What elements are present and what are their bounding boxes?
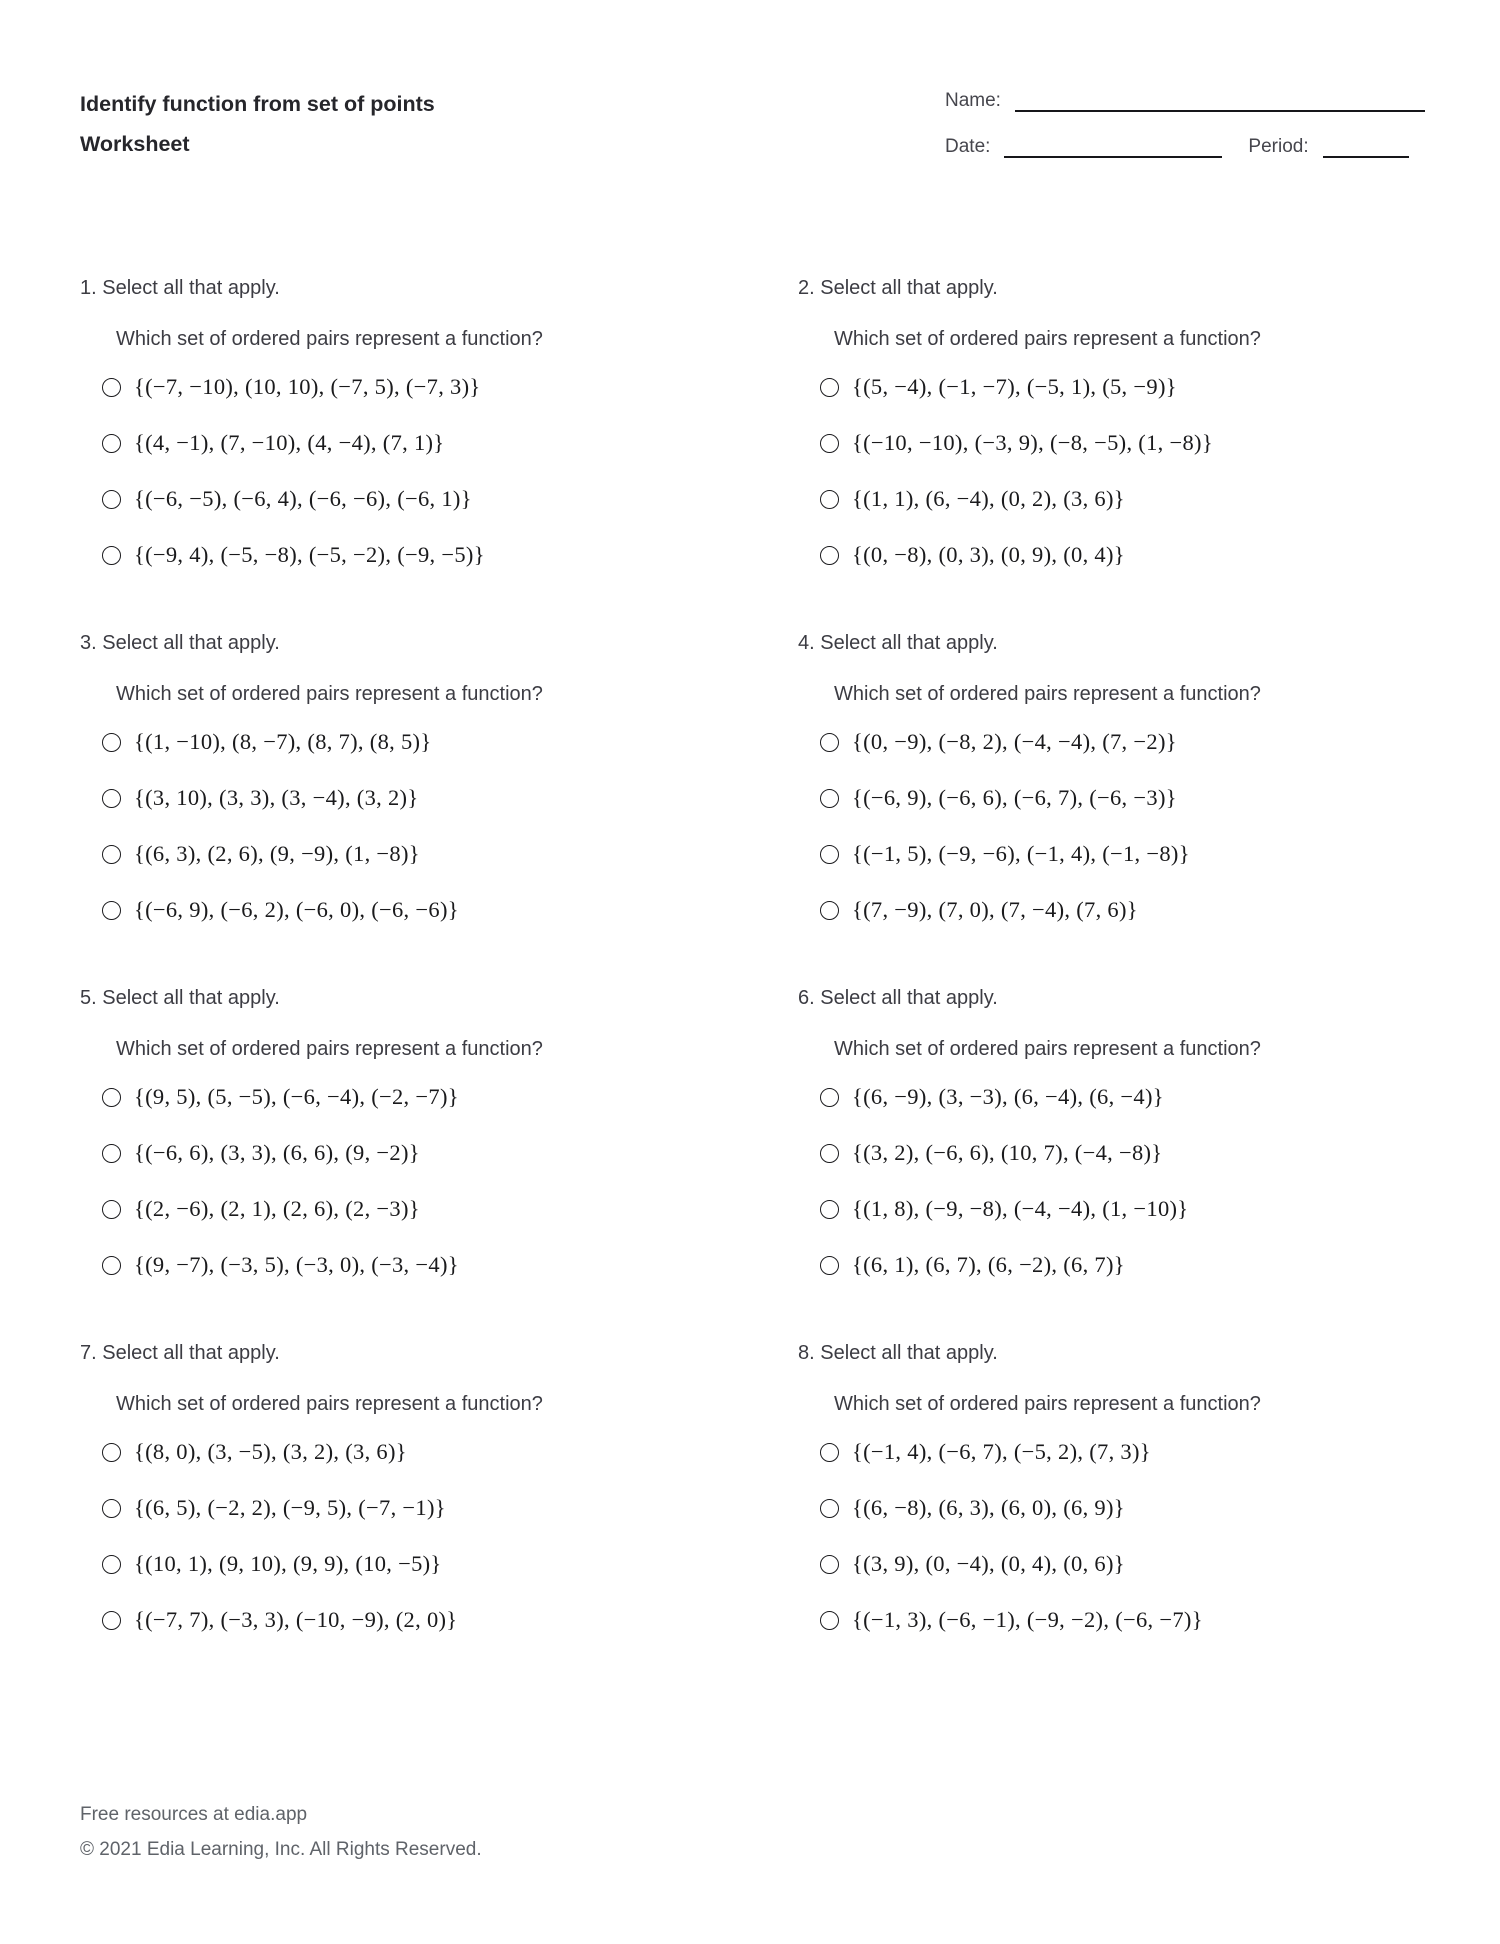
answer-option[interactable] [820,1181,1420,1237]
option-text: {(−1, 4), (−6, 7), (−5, 2), (7, 3)} [852,1439,1151,1464]
options-list [102,714,702,938]
question-number: 6. [798,987,815,1009]
question-prompt: Which set of ordered pairs represent a function? [834,1038,1261,1060]
answer-option[interactable] [820,1480,1420,1536]
answer-option[interactable] [820,882,1420,938]
date-period-field-row [945,136,1425,158]
option-text: {(3, 10), (3, 3), (3, −4), (3, 2)} [134,785,419,810]
radio-button-icon[interactable] [820,1256,839,1275]
radio-button-icon[interactable] [820,546,839,565]
option-text: {(−6, 9), (−6, 6), (−6, 7), (−6, −3)} [852,785,1177,810]
radio-button-icon[interactable] [820,789,839,808]
question-instruction: Select all that apply. [820,632,998,654]
answer-option[interactable] [102,882,702,938]
title-block [80,84,435,164]
answer-option[interactable] [820,415,1420,471]
radio-button-icon[interactable] [102,733,121,752]
option-text: {(−1, 5), (−9, −6), (−1, 4), (−1, −8)} [852,841,1190,866]
answer-option[interactable] [102,1592,702,1648]
question-block [80,632,702,951]
option-text: {(6, 3), (2, 6), (9, −9), (1, −8)} [134,841,420,866]
radio-button-icon[interactable] [102,901,121,920]
period-input-line[interactable] [1323,136,1409,158]
option-text: {(0, −8), (0, 3), (0, 9), (0, 4)} [852,542,1125,567]
question-header [798,1342,1420,1365]
radio-button-icon[interactable] [820,845,839,864]
option-text: {(10, 1), (9, 10), (9, 9), (10, −5)} [134,1551,442,1576]
page-footer [80,1797,482,1867]
question-block [80,1342,702,1661]
option-text: {(6, 5), (−2, 2), (−9, 5), (−7, −1)} [134,1495,446,1520]
footer-copyright: © 2021 Edia Learning, Inc. All Rights Reserved. [80,1839,482,1860]
answer-option[interactable] [102,1536,702,1592]
question-block [80,987,702,1306]
question-header [798,987,1420,1010]
worksheet-subtitle: Worksheet [80,132,190,156]
question-instruction: Select all that apply. [102,987,280,1009]
question-block [798,987,1420,1306]
question-number: 5. [80,987,97,1009]
radio-button-icon[interactable] [820,490,839,509]
answer-option[interactable] [820,826,1420,882]
answer-option[interactable] [820,359,1420,415]
radio-button-icon[interactable] [102,1144,121,1163]
options-list [102,359,702,583]
question-number: 4. [798,632,815,654]
name-field-row [945,90,1425,112]
options-list [820,1069,1420,1293]
option-text: {(3, 9), (0, −4), (0, 4), (0, 6)} [852,1551,1125,1576]
answer-option[interactable] [820,471,1420,527]
question-number: 2. [798,277,815,299]
question-instruction: Select all that apply. [820,1342,998,1364]
question-prompt: Which set of ordered pairs represent a function? [834,1393,1261,1415]
worksheet-header [80,84,1425,182]
radio-button-icon[interactable] [102,1555,121,1574]
option-text: {(−6, −5), (−6, 4), (−6, −6), (−6, 1)} [134,486,472,511]
answer-option[interactable] [102,1424,702,1480]
option-text: {(3, 2), (−6, 6), (10, 7), (−4, −8)} [852,1140,1163,1165]
option-text: {(8, 0), (3, −5), (3, 2), (3, 6)} [134,1439,407,1464]
name-label: Name: [945,90,1001,111]
option-text: {(9, 5), (5, −5), (−6, −4), (−2, −7)} [134,1084,459,1109]
question-header [80,632,702,655]
answer-option[interactable] [102,1069,702,1125]
question-instruction: Select all that apply. [102,1342,280,1364]
date-label: Date: [945,136,991,157]
option-text: {(1, 1), (6, −4), (0, 2), (3, 6)} [852,486,1125,511]
option-text: {(−10, −10), (−3, 9), (−8, −5), (1, −8)} [852,430,1213,455]
radio-button-icon[interactable] [820,901,839,920]
question-block [798,1342,1420,1661]
radio-button-icon[interactable] [102,490,121,509]
radio-button-icon[interactable] [820,733,839,752]
radio-button-icon[interactable] [102,845,121,864]
period-label: Period: [1248,136,1309,157]
radio-button-icon[interactable] [820,1144,839,1163]
answer-option[interactable] [102,415,702,471]
answer-option[interactable] [820,1536,1420,1592]
question-prompt: Which set of ordered pairs represent a function? [116,1393,543,1415]
question-instruction: Select all that apply. [102,632,280,654]
footer-resources: Free resources at edia.app [80,1804,308,1825]
answer-option[interactable] [820,770,1420,826]
answer-option[interactable] [820,1237,1420,1293]
option-text: {(4, −1), (7, −10), (4, −4), (7, 1)} [134,430,445,455]
radio-button-icon[interactable] [820,1200,839,1219]
question-header [80,277,702,300]
question-header [80,1342,702,1365]
question-instruction: Select all that apply. [102,277,280,299]
question-header [798,277,1420,300]
radio-button-icon[interactable] [820,434,839,453]
option-text: {(−9, 4), (−5, −8), (−5, −2), (−9, −5)} [134,542,485,567]
option-text: {(2, −6), (2, 1), (2, 6), (2, −3)} [134,1196,420,1221]
question-prompt: Which set of ordered pairs represent a function? [834,328,1261,350]
questions-grid [80,277,1420,1661]
option-text: {(−6, 9), (−6, 2), (−6, 0), (−6, −6)} [134,897,459,922]
radio-button-icon[interactable] [102,1443,121,1462]
radio-button-icon[interactable] [820,1088,839,1107]
date-input-line[interactable] [1004,136,1222,158]
radio-button-icon[interactable] [102,434,121,453]
question-prompt: Which set of ordered pairs represent a function? [116,328,543,350]
answer-option[interactable] [102,1237,702,1293]
radio-button-icon[interactable] [102,789,121,808]
answer-option[interactable] [820,714,1420,770]
answer-option[interactable] [820,1069,1420,1125]
question-block [798,632,1420,951]
answer-option[interactable] [820,1424,1420,1480]
answer-option[interactable] [820,1125,1420,1181]
answer-option[interactable] [102,1480,702,1536]
radio-button-icon[interactable] [820,1443,839,1462]
question-number: 7. [80,1342,97,1364]
option-text: {(9, −7), (−3, 5), (−3, 0), (−3, −4)} [134,1252,459,1277]
option-text: {(6, 1), (6, 7), (6, −2), (6, 7)} [852,1252,1125,1277]
question-prompt: Which set of ordered pairs represent a function? [834,683,1261,705]
option-text: {(6, −9), (3, −3), (6, −4), (6, −4)} [852,1084,1164,1109]
options-list [820,359,1420,583]
answer-option[interactable] [102,527,702,583]
radio-button-icon[interactable] [102,1611,121,1630]
question-number: 3. [80,632,97,654]
question-block [798,277,1420,596]
radio-button-icon[interactable] [102,1088,121,1107]
option-text: {(−7, 7), (−3, 3), (−10, −9), (2, 0)} [134,1607,458,1632]
radio-button-icon[interactable] [102,1200,121,1219]
option-text: {(5, −4), (−1, −7), (−5, 1), (5, −9)} [852,374,1177,399]
question-header [798,632,1420,655]
question-number: 8. [798,1342,815,1364]
options-list [102,1069,702,1293]
answer-option[interactable] [102,359,702,415]
answer-option[interactable] [102,826,702,882]
options-list [820,714,1420,938]
options-list [102,1424,702,1648]
name-input-line[interactable] [1015,90,1425,112]
option-text: {(0, −9), (−8, 2), (−4, −4), (7, −2)} [852,729,1177,754]
answer-option[interactable] [102,1181,702,1237]
option-text: {(−7, −10), (10, 10), (−7, 5), (−7, 3)} [134,374,481,399]
answer-option[interactable] [102,770,702,826]
radio-button-icon[interactable] [820,1555,839,1574]
option-text: {(−6, 6), (3, 3), (6, 6), (9, −2)} [134,1140,420,1165]
radio-button-icon[interactable] [820,1611,839,1630]
options-list [820,1424,1420,1648]
question-number: 1. [80,277,97,299]
question-block [80,277,702,596]
radio-button-icon[interactable] [102,1499,121,1518]
answer-option[interactable] [102,1125,702,1181]
answer-option[interactable] [820,1592,1420,1648]
radio-button-icon[interactable] [102,1256,121,1275]
question-prompt: Which set of ordered pairs represent a function? [116,683,543,705]
question-instruction: Select all that apply. [820,987,998,1009]
option-text: {(7, −9), (7, 0), (7, −4), (7, 6)} [852,897,1138,922]
student-info-block [945,84,1425,182]
radio-button-icon[interactable] [820,1499,839,1518]
option-text: {(1, 8), (−9, −8), (−4, −4), (1, −10)} [852,1196,1189,1221]
question-prompt: Which set of ordered pairs represent a function? [116,1038,543,1060]
answer-option[interactable] [102,471,702,527]
worksheet-title: Identify function from set of points [80,92,435,116]
radio-button-icon[interactable] [820,378,839,397]
radio-button-icon[interactable] [102,546,121,565]
option-text: {(6, −8), (6, 3), (6, 0), (6, 9)} [852,1495,1125,1520]
option-text: {(1, −10), (8, −7), (8, 7), (8, 5)} [134,729,432,754]
option-text: {(−1, 3), (−6, −1), (−9, −2), (−6, −7)} [852,1607,1203,1632]
question-header [80,987,702,1010]
answer-option[interactable] [102,714,702,770]
radio-button-icon[interactable] [102,378,121,397]
question-instruction: Select all that apply. [820,277,998,299]
answer-option[interactable] [820,527,1420,583]
